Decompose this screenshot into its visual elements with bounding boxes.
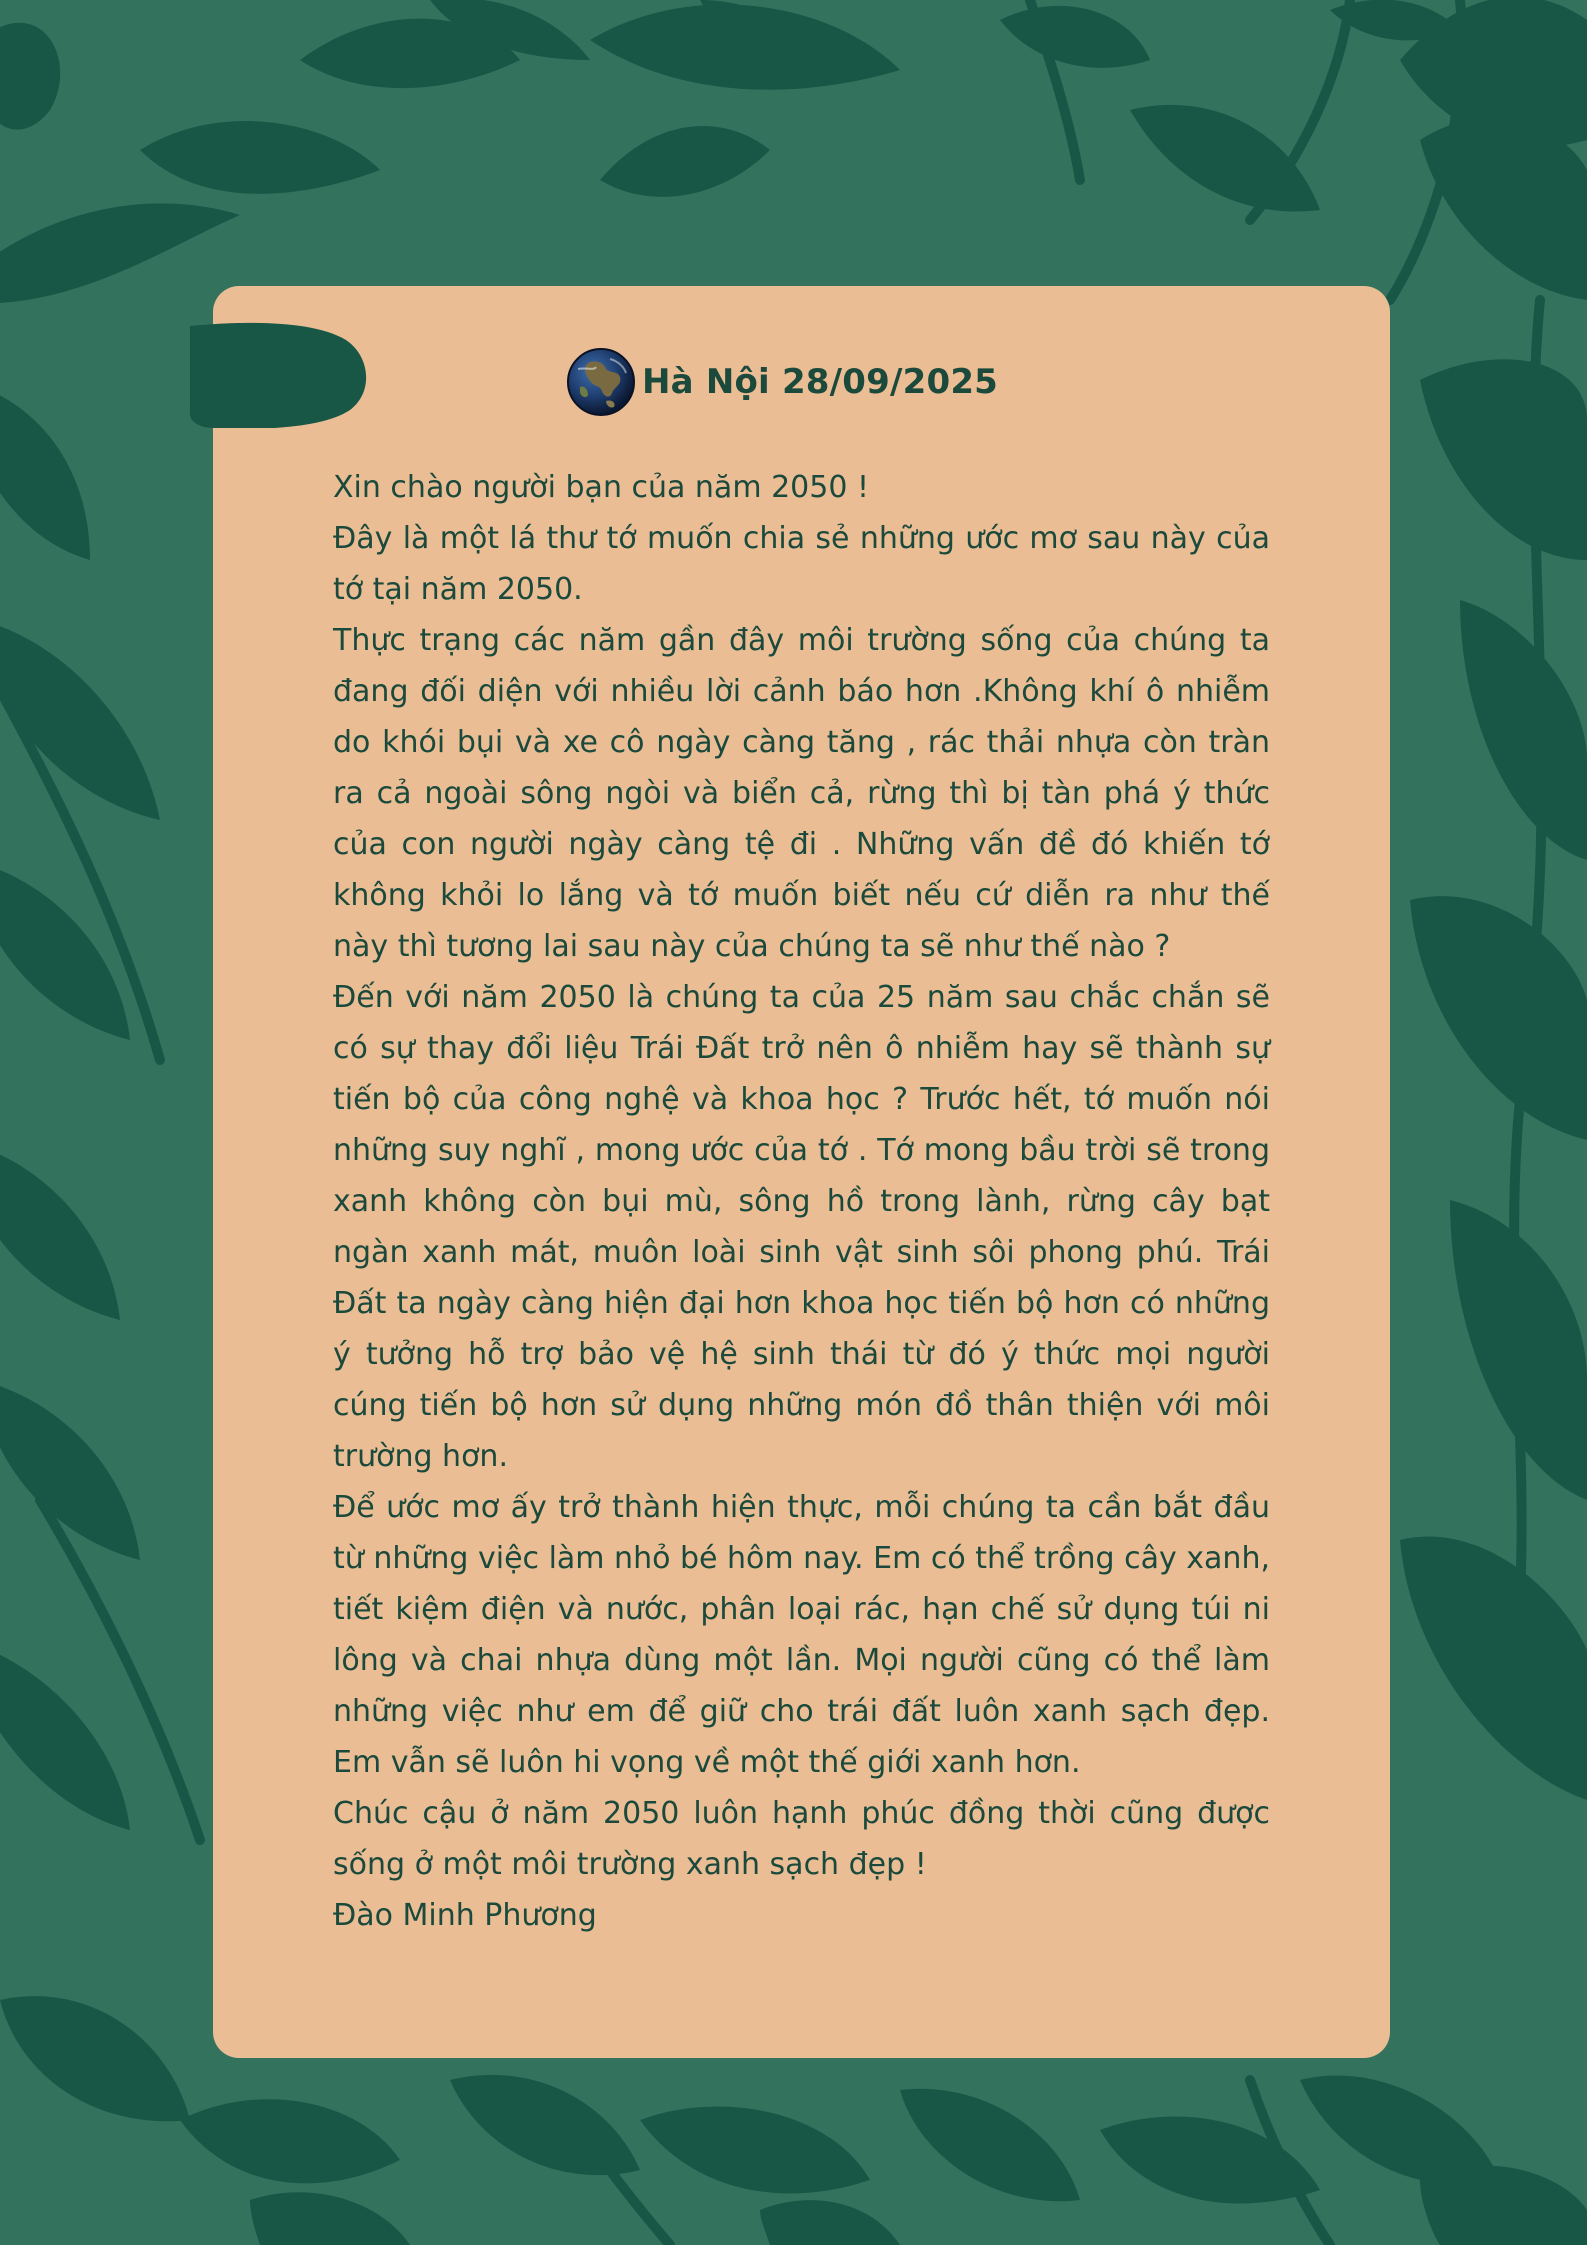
card-leaf-tab [190, 322, 368, 428]
letter-date-title: Hà Nội 28/09/2025 [642, 362, 999, 402]
letter-header [566, 346, 998, 418]
letter-greeting: Xin chào người bạn của năm 2050 ! [333, 470, 869, 505]
globe-icon [566, 347, 636, 417]
letter-body [333, 462, 1270, 1941]
letter-signature: Đào Minh Phương [333, 1898, 597, 1933]
letter-paragraph: Để ước mơ ấy trở thành hiện thực, mỗi chúng ta cần bắt đầu từ những việc làm nhỏ bé hôm nay. Em có thể trồng cây xanh, tiết kiệm điện và nước, phân loại rác, hạn chế sử dụng túi ni lông và chai nhựa dùng một lần. Mọi người cũng có thể làm những việc như em để giữ cho trái đất luôn xanh sạch đẹp. Em vẫn sẽ luôn hi vọng về một thế giới xanh hơn. [333, 1490, 1270, 1780]
letter-paragraph: Thực trạng các năm gần đây môi trường sống của chúng ta đang đối diện với nhiều lời cảnh báo hơn .Không khí ô nhiễm do khói bụi và xe cô ngày càng tăng , rác thải nhựa còn tràn ra cả ngoài sông ngòi và biển cả, rừng thì bị tàn phá ý thức của con người ngày càng tệ đi . Những vấn đề đó khiến tớ không khỏi lo lắng và tớ muốn biết nếu cứ diễn ra như thế này thì tương lai sau này của chúng ta sẽ như thế nào ? [333, 623, 1270, 964]
letter-paragraph: Đến với năm 2050 là chúng ta của 25 năm sau chắc chắn sẽ có sự thay đổi liệu Trái Đất trở nên ô nhiễm hay sẽ thành sự tiến bộ của công nghệ và khoa học ? Trước hết, tớ muốn nói những suy nghĩ , mong ước của tớ . Tớ mong bầu trời sẽ trong xanh không còn bụi mù, sông hồ trong lành, rừng cây bạt ngàn xanh mát, muôn loài sinh vật sinh sôi phong phú. Trái Đất ta ngày càng hiện đại hơn khoa học tiến bộ hơn có những ý tưởng hỗ trợ bảo vệ hệ sinh thái từ đó ý thức mọi người cúng tiến bộ hơn sử dụng những món đồ thân thiện với môi trường hơn. [333, 980, 1270, 1474]
letter-paragraph: Đây là một lá thư tớ muốn chia sẻ những ước mơ sau này của tớ tại năm 2050. [333, 521, 1270, 607]
letter-paragraph: Chúc cậu ở năm 2050 luôn hạnh phúc đồng thời cũng được sống ở một môi trường xanh sạch đẹp ! [333, 1796, 1270, 1882]
